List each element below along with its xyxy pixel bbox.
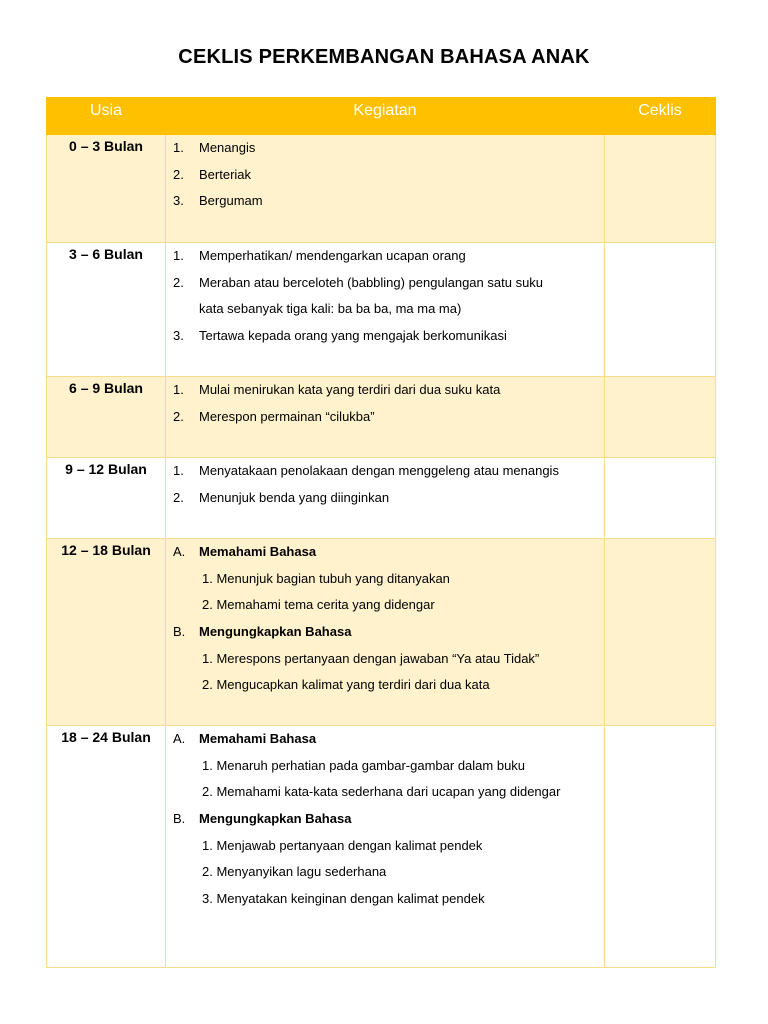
check-cell[interactable] — [605, 539, 716, 726]
item-marker: 1. — [173, 140, 184, 155]
check-cell[interactable] — [605, 726, 716, 968]
list-item — [166, 192, 604, 219]
item-text: Memahami Bahasa — [199, 544, 317, 559]
activity-cell — [166, 243, 605, 377]
table-row — [47, 726, 716, 968]
item-marker: A. — [173, 544, 186, 559]
sub-item-text: 1. Merespons pertanyaan dengan jawaban “Ya atau Tidak” — [202, 650, 540, 666]
list-item — [166, 676, 604, 703]
item-text: Tertawa kepada orang yang mengajak berkomunikasi — [199, 328, 507, 344]
checklist-table — [46, 97, 716, 968]
list-item — [166, 543, 604, 570]
age-cell: 6 – 9 Bulan — [47, 377, 166, 458]
page-title: CEKLIS PERKEMBANGAN BAHASA ANAK — [178, 46, 590, 68]
age-cell: 18 – 24 Bulan — [47, 726, 166, 968]
table-header-row — [47, 98, 716, 135]
table-row — [47, 377, 716, 458]
item-marker: 2. — [173, 408, 184, 424]
list-item — [166, 810, 604, 837]
item-text: Bergumam — [199, 193, 263, 209]
header-age: Usia — [47, 98, 166, 135]
age-cell: 9 – 12 Bulan — [47, 458, 166, 539]
item-marker: 1. — [173, 248, 184, 263]
activity-cell — [166, 135, 605, 243]
check-cell[interactable] — [605, 135, 716, 243]
item-text: Menangis — [199, 140, 256, 155]
item-marker: B. — [173, 811, 186, 827]
item-marker: A. — [173, 731, 186, 746]
item-text: Merespon permainan “cilukba” — [199, 408, 375, 424]
header-activity: Kegiatan — [166, 98, 605, 135]
header-check: Ceklis — [605, 98, 716, 135]
activity-cell — [166, 726, 605, 968]
list-item — [166, 596, 604, 623]
list-item — [166, 837, 604, 864]
table-row — [47, 135, 716, 243]
list-item — [166, 783, 604, 810]
list-item — [166, 890, 604, 917]
item-marker: 2. — [173, 274, 184, 290]
item-text: Mengungkapkan Bahasa — [199, 811, 352, 827]
table-row — [47, 243, 716, 377]
list-item — [166, 863, 604, 890]
age-cell: 0 – 3 Bulan — [47, 135, 166, 243]
item-marker: 2. — [173, 166, 184, 182]
list-item — [166, 757, 604, 784]
age-cell: 3 – 6 Bulan — [47, 243, 166, 377]
item-text: kata sebanyak tiga kali: ba ba ba, ma ma ma) — [199, 301, 462, 317]
list-item — [166, 730, 604, 757]
check-cell[interactable] — [605, 458, 716, 539]
table-row — [47, 458, 716, 539]
check-cell[interactable] — [605, 243, 716, 377]
sub-item-text: 1. Menjawab pertanyaan dengan kalimat pendek — [202, 837, 483, 853]
list-item — [166, 570, 604, 597]
list-item — [166, 300, 604, 327]
sub-item-text: 2. Mengucapkan kalimat yang terdiri dari dua kata — [202, 677, 490, 693]
sub-item-text: 2. Memahami kata-kata sederhana dari ucapan yang didengar — [202, 784, 561, 800]
check-cell[interactable] — [605, 377, 716, 458]
activity-cell — [166, 539, 605, 726]
item-text: Meraban atau berceloteh (babbling) pengulangan satu suku — [199, 274, 544, 290]
item-text: Menyatakaan penolakaan dengan menggeleng atau menangis — [199, 463, 559, 478]
list-item — [166, 462, 604, 489]
age-cell: 12 – 18 Bulan — [47, 539, 166, 726]
item-text: Memahami Bahasa — [199, 731, 317, 746]
list-item — [166, 650, 604, 677]
item-text: Berteriak — [199, 166, 252, 182]
item-text: Mulai menirukan kata yang terdiri dari dua suku kata — [199, 382, 501, 397]
list-item — [166, 247, 604, 274]
activity-cell — [166, 377, 605, 458]
sub-item-text: 2. Memahami tema cerita yang didengar — [202, 597, 435, 613]
list-item — [166, 166, 604, 193]
item-marker: 2. — [173, 489, 184, 505]
table-row — [47, 539, 716, 726]
item-text: Menunjuk benda yang diinginkan — [199, 489, 390, 505]
item-marker: B. — [173, 624, 186, 640]
item-text: Memperhatikan/ mendengarkan ucapan orang — [199, 248, 466, 263]
sub-item-text: 2. Menyanyikan lagu sederhana — [202, 864, 387, 880]
item-marker: 1. — [173, 463, 184, 478]
list-item — [166, 489, 604, 516]
item-text: Mengungkapkan Bahasa — [199, 624, 352, 640]
item-marker: 1. — [173, 382, 184, 397]
item-marker: 3. — [173, 193, 184, 209]
item-marker: 3. — [173, 328, 184, 344]
list-item — [166, 623, 604, 650]
list-item — [166, 408, 604, 435]
sub-item-text: 3. Menyatakan keinginan dengan kalimat pendek — [202, 891, 485, 907]
sub-item-text: 1. Menaruh perhatian pada gambar-gambar dalam buku — [202, 757, 526, 773]
activity-cell — [166, 458, 605, 539]
list-item — [166, 274, 604, 301]
sub-item-text: 1. Menunjuk bagian tubuh yang ditanyakan — [202, 570, 450, 586]
list-item — [166, 139, 604, 166]
list-item — [166, 381, 604, 408]
list-item — [166, 327, 604, 354]
